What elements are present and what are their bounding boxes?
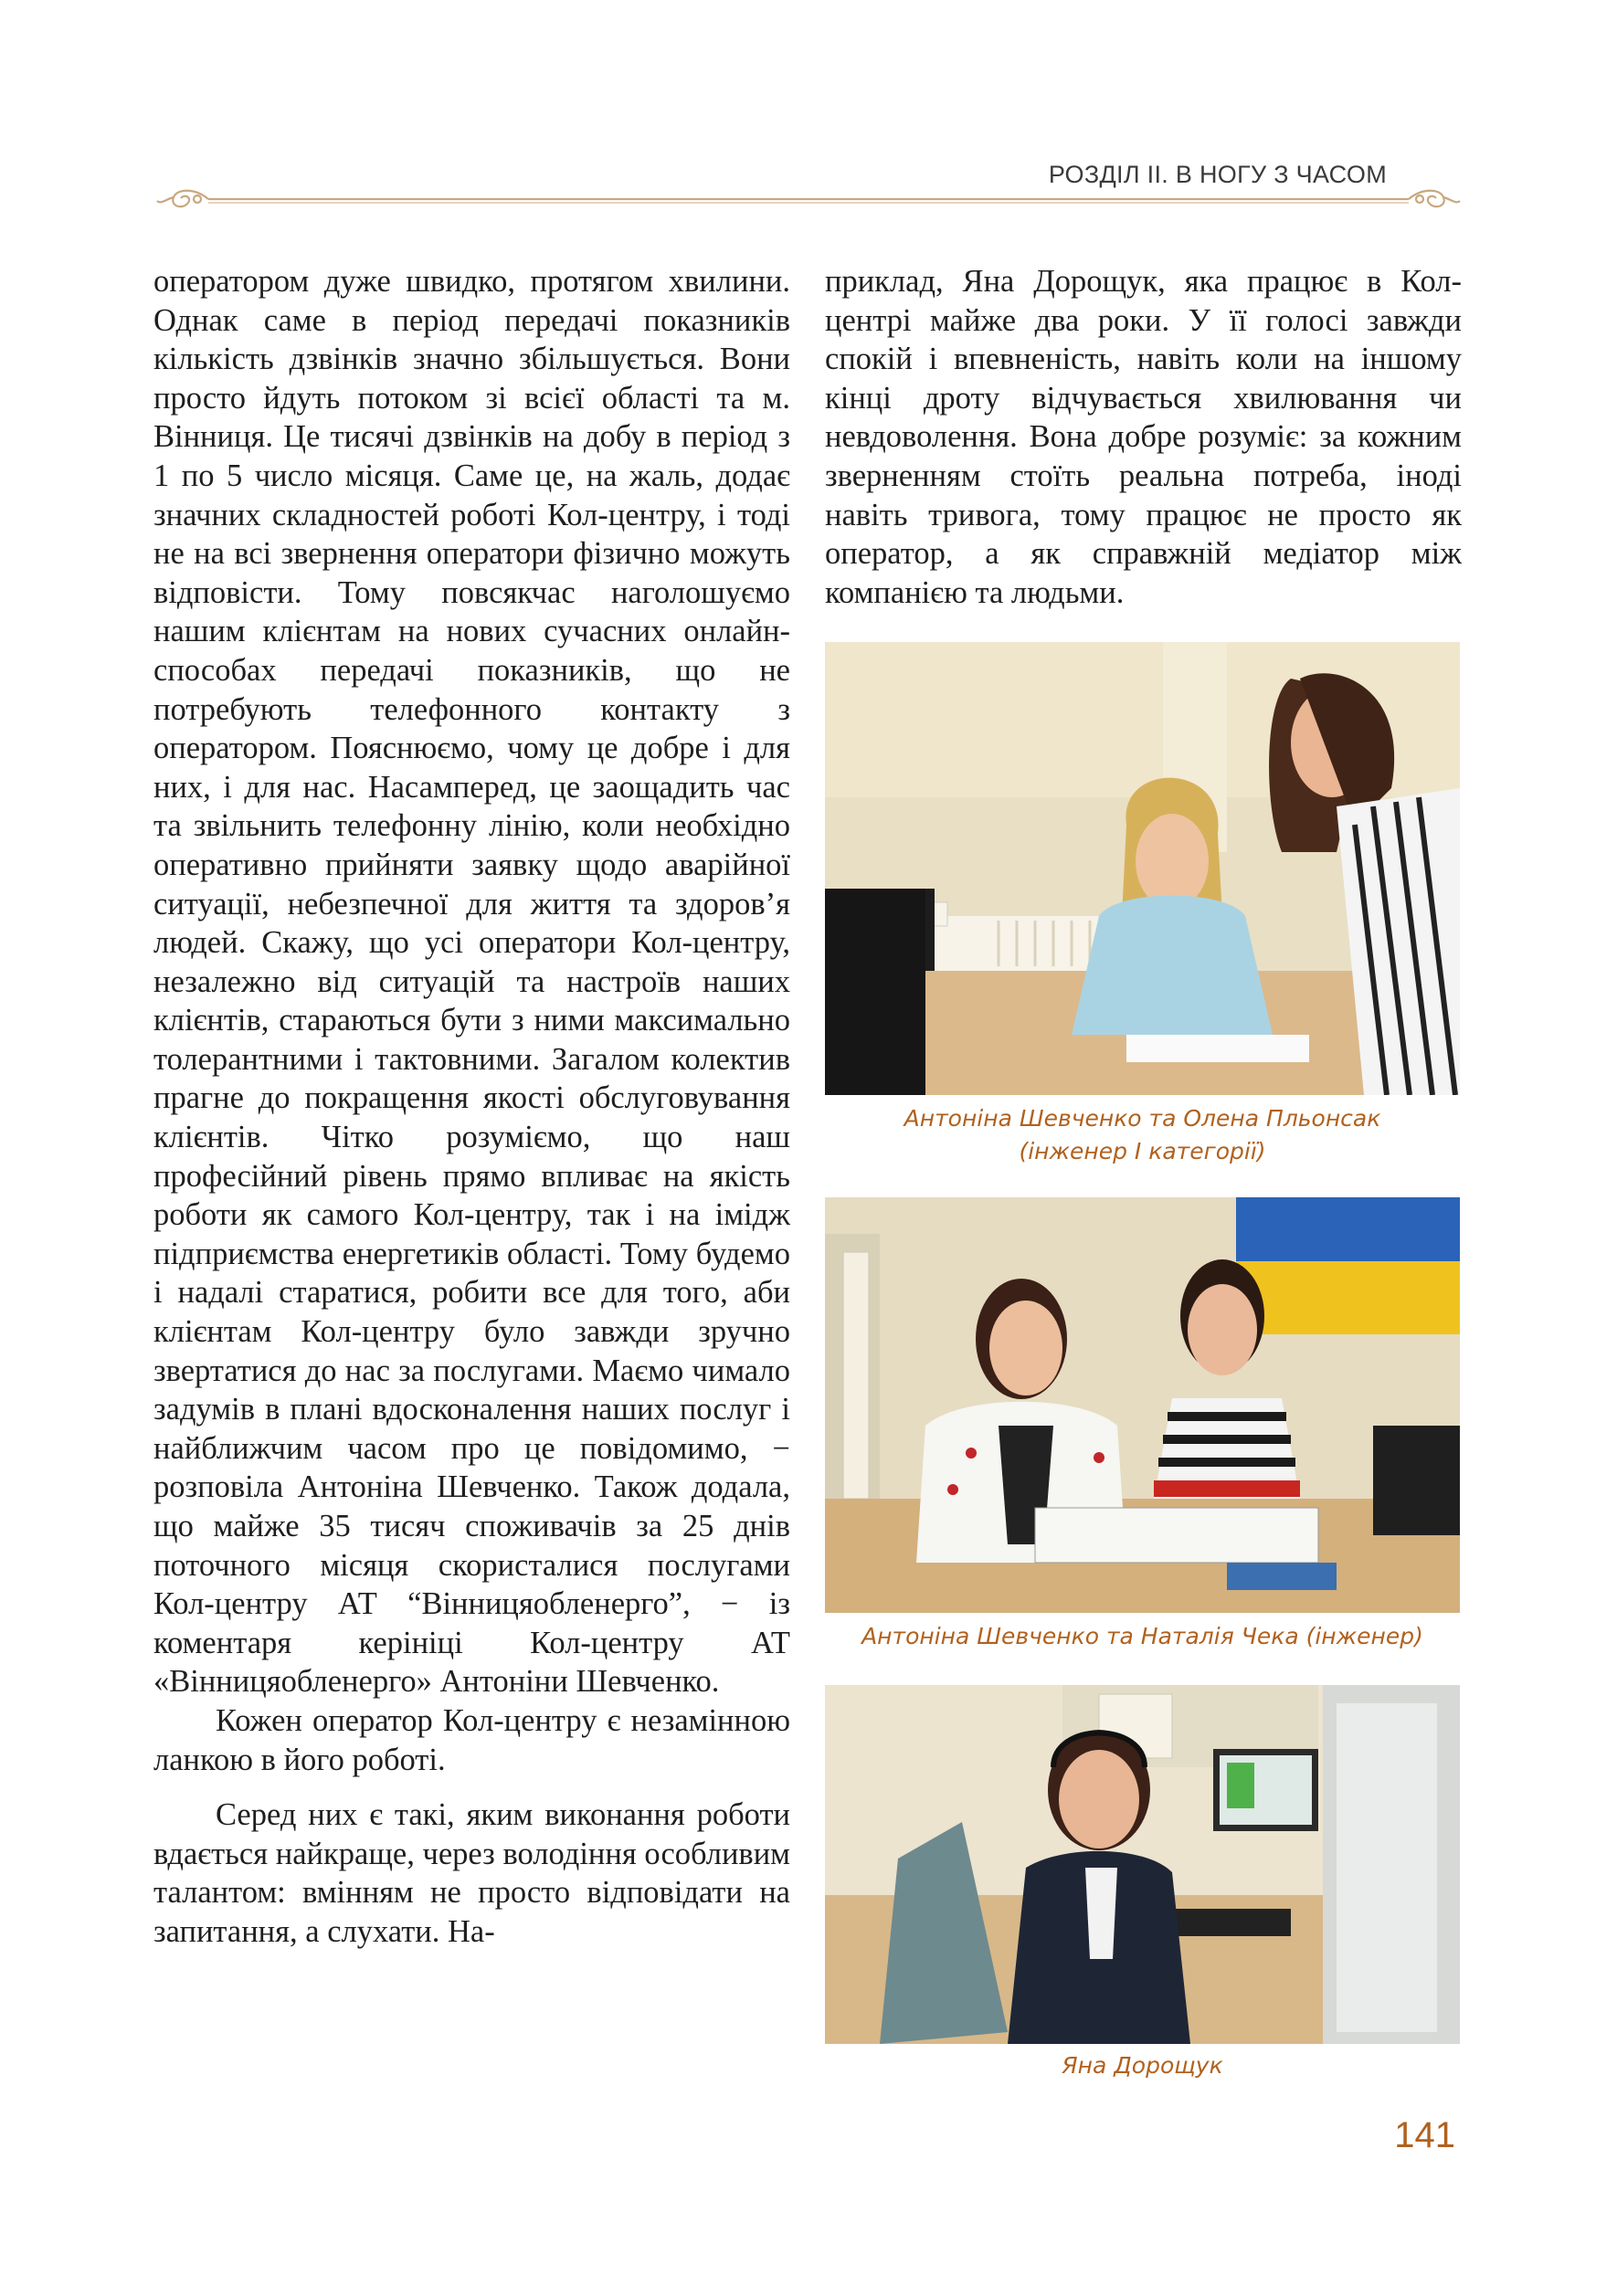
header-ornament [155, 184, 1462, 214]
photo-operators-with-binder [825, 1197, 1460, 1613]
photo-operator-with-headset [825, 1685, 1460, 2044]
paragraph: Кожен оператор Кол-центру є незамінною ланкою в його роботі. [153, 1702, 790, 1777]
running-head: РОЗДІЛ ІІ. В НОГУ З ЧАСОМ [1048, 161, 1387, 188]
photo-operators-at-desk [825, 642, 1460, 1095]
paragraph: оператором дуже швидко, протягом хвилини. Однак саме в період передачі показників кількість дзвінків значно збільшується. Вони просто йдуть потоком зі всієї області та м. Вінниця. Це тисячі дзвінків на добу в період з 1 по 5 число місяця. Саме це, на жаль, додає значних складностей роботі Кол-центру, і тоді не на всі звернення оператори фізично можуть відповісти. Тому повсякчас наголошуємо нашим клієнтам на нових сучасних онлайн-способах передачі показників, що не потребують телефонного контакту з оператором. Пояснюємо, чому це добре і для них, і для нас. Насамперед, це заощадить час та звільнить телефонну лінію, коли необхідно оперативно прийняти заявку щодо аварійної ситуації, небезпечної для життя та здоров’я людей. Скажу, що усі оператори Кол-центру, незалежно від ситуацій та настроїв наших клієнтів, стараються бути з ними максимально толерантними і тактовними. Загалом колектив прагне до покращення якості обслуговування клієнтів. Чітко розуміємо, що наш професійний рівень прямо впливає на якість роботи як самого Кол-центру, так і на імідж підприємства енергетиків області. Тому будемо і надалі старатися, робити все для того, аби клієнтам Кол-центру було завжди зручно звертатися до нас за послугами. Маємо чимало задумів в плані вдосконалення наших послуг і найближчим часом про це повідомимо, − розповіла Антоніна Шевченко. Також додала, що майже 35 тисяч споживачів за 25 днів поточного місяця скористалися послугами Кол-центру АТ “Вінницяобленерго”, − із коментаря керініці Кол-центру АТ «Вінницяобленерго» Антоніни Шевченко. [153, 264, 790, 1700]
photo-caption: Антоніна Шевченко та Наталія Чека (інженер) [861, 1623, 1423, 1649]
right-text-column [825, 262, 1462, 612]
page-number: 141 [1394, 2115, 1455, 2155]
paragraph: приклад, Яна Дорощук, яка працює в Кол-центрі майже два роки. У її голосі завжди спокій і впевненість, навіть коли на іншому кінці дроту відчувається хвилювання чи невдоволення. Вона добре розуміє: за кожним зверненням стоїть реальна потреба, іноді навіть тривога, тому працює не просто як оператор, а як справжній медіатор між компанією та людьми. [825, 264, 1462, 610]
photo-caption: Антоніна Шевченко та Олена Пльонсак (інженер І категорії) [904, 1105, 1381, 1164]
paragraph: Серед них є такі, яким виконання роботи вдається найкраще, через володіння особливим талантом: вмінням не просто відповідати на запитання, а слухати. На- [153, 1797, 790, 1949]
photo-caption: Яна Дорощук [1062, 2052, 1223, 2079]
left-text-column [153, 262, 790, 1952]
